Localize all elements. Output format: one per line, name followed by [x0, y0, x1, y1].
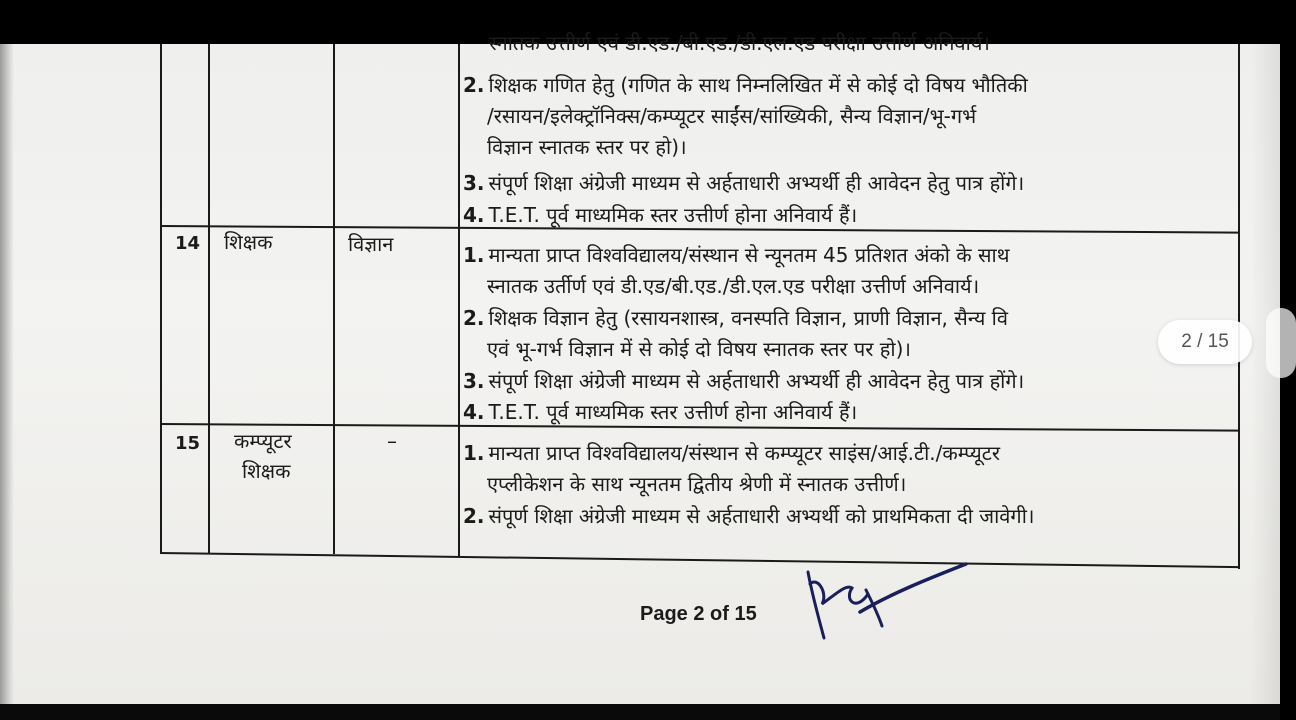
bottom-black-bar — [0, 704, 1280, 720]
col-divider-3 — [458, 44, 460, 556]
table-border-bottom — [160, 552, 1240, 568]
row-15-item-2: 2. संपूर्ण शिक्षा अंग्रेजी माध्यम से अर्हताधारी अभ्यर्थी को प्राथमिकता दी जावेगी। — [463, 504, 1035, 528]
partial-row-item-2: 2. शिक्षक गणित हेतु (गणित के साथ निम्नलिखित में से कोई दो विषय भौतिकी /रसायन/इलेक्ट्रॉनिक्स/कम्प्यूटर साईंस/सांख्यिकी, सैन्य विज्ञान/भू-गर्भ विज्ञान स्नातक स्तर पर हो)। — [463, 73, 1028, 159]
row-14-post: शिक्षक — [224, 230, 273, 254]
row-14-subject: विज्ञान — [348, 232, 394, 256]
partial-row-line-1: स्नातक उत्तीर्ण एवं डी.एड./बी.एड./डी.एल.एड परीक्षा उत्तीर्ण अनिवार्य। — [489, 31, 991, 55]
row-14-item-3: 3. संपूर्ण शिक्षा अंग्रेजी माध्यम से अर्हताधारी अभ्यर्थी ही आवेदन हेतु पात्र होंगे। — [463, 369, 1025, 393]
row-15-subject: – — [387, 429, 397, 453]
table-border-right — [1238, 44, 1240, 569]
signature — [800, 554, 980, 644]
partial-row-item-3: 3. संपूर्ण शिक्षा अंग्रेजी माध्यम से अर्हताधारी अभ्यर्थी ही आवेदन हेतु पात्र होंगे। — [463, 171, 1025, 195]
row-15-item-1: 1. मान्यता प्राप्त विश्वविद्यालय/संस्थान से कम्प्यूटर साइंस/आई.टी./कम्प्यूटर एप्लीकेशन के साथ न्यूनतम द्वितीय श्रेणी में स्नातक उत्तीर्ण। — [463, 441, 1001, 496]
scroll-handle[interactable] — [1266, 308, 1296, 378]
row-15-post-line-2: शिक्षक — [242, 459, 291, 483]
table-border-left — [160, 44, 162, 554]
page-indicator-badge: 2 / 15 — [1158, 320, 1252, 364]
item-number: 2. — [463, 73, 485, 97]
row-14-sno: 14 — [175, 233, 201, 254]
col-divider-2 — [333, 44, 335, 554]
document-page — [0, 31, 1280, 704]
partial-row-item-4: 4. T.E.T. पूर्व माध्यमिक स्तर उत्तीर्ण होना अनिवार्य हैं। — [463, 203, 858, 227]
page-number-footer: Page 2 of 15 — [640, 603, 757, 625]
row-15-sno: 15 — [175, 433, 201, 454]
row-14-item-1: 1. मान्यता प्राप्त विश्वविद्यालय/संस्थान से न्यूनतम 45 प्रतिशत अंको के साथ स्नातक उर्तीर्ण एवं डी.एड/बी.एड./डी.एल.एड परीक्षा उत्तीर्ण अनिवार्य। — [463, 243, 1010, 298]
row-14-item-4: 4. T.E.T. पूर्व माध्यमिक स्तर उत्तीर्ण होना अनिवार्य हैं। — [463, 400, 858, 424]
page-left-edge — [0, 44, 14, 704]
row-14-item-2: 2. शिक्षक विज्ञान हेतु (रसायनशास्त्र, वनस्पति विज्ञान, प्राणी विज्ञान, सैन्य वि एवं भू-गर्भ विज्ञान में से कोई दो विषय स्नातक स्तर पर हो)। — [463, 306, 1008, 361]
col-divider-1 — [208, 44, 210, 554]
row-15-post-line-1: कम्प्यूटर — [234, 429, 292, 453]
